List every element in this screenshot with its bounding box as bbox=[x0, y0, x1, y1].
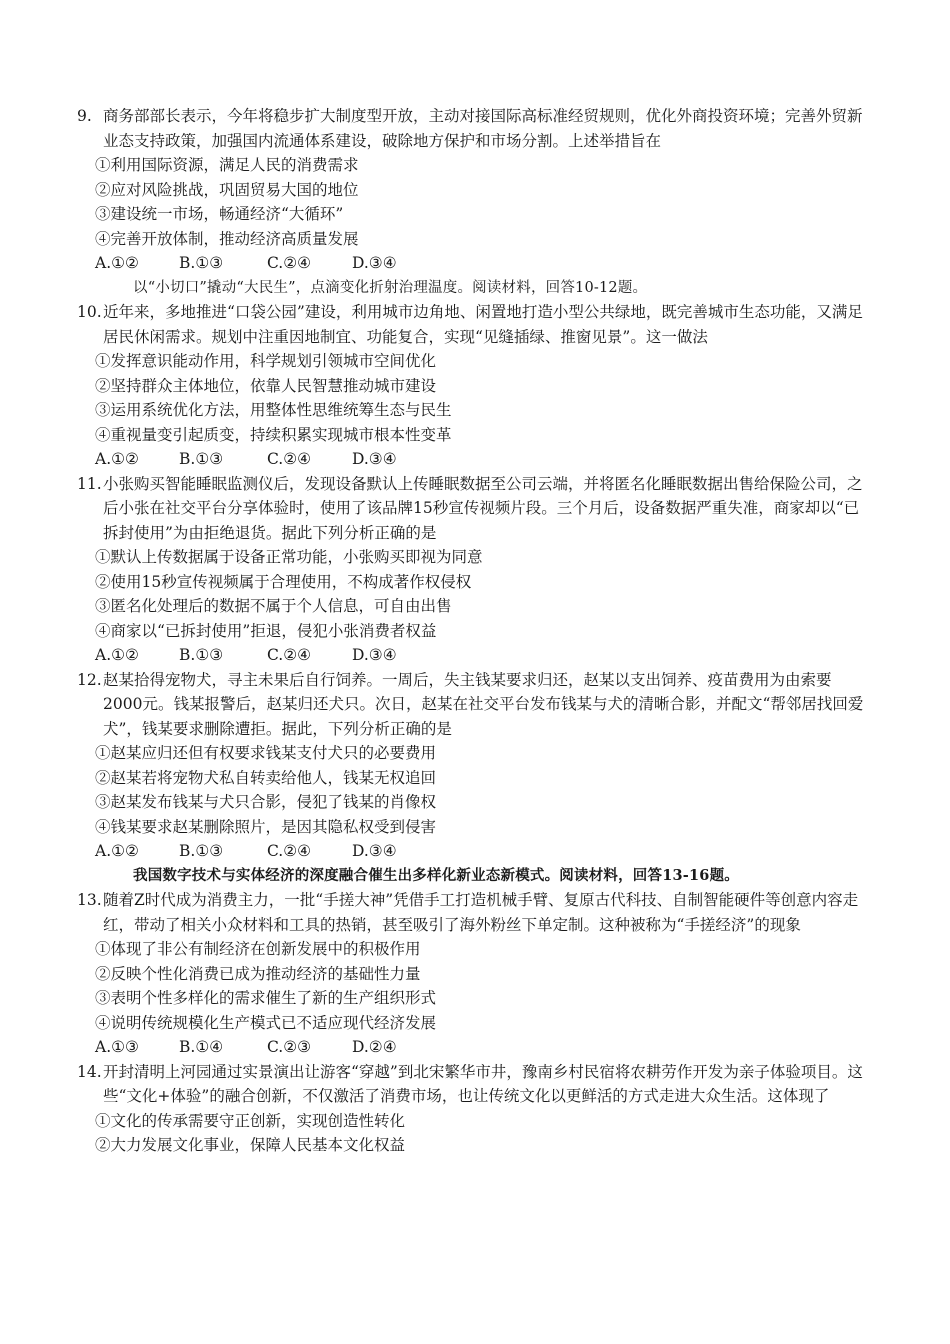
question-text: 小张购买智能睡眠监测仪后，发现设备默认上传睡眠数据至公司云端，并将匿名化睡眠数据出售给保险公司，之后小张在社交平台分享体验时，使用了该品牌15秒宣传视频片段。三个月后，设备数据严重失准，商家却以“已拆封使用”为由拒绝退货。据此下列分析正确的是 bbox=[103, 474, 863, 542]
choice-c: C.②④ bbox=[267, 254, 312, 272]
choice-d: D.③④ bbox=[352, 450, 397, 468]
choice-a: A.①② bbox=[95, 450, 139, 468]
question-stem bbox=[0, 1060, 950, 1109]
option-2: ②反映个性化消费已成为推动经济的基础性力量 bbox=[95, 964, 421, 983]
choice-c: C.②④ bbox=[267, 450, 312, 468]
option-1: ①体现了非公有制经济在创新发展中的积极作用 bbox=[95, 940, 421, 958]
option-1: ①利用国际资源，满足人民的消费需求 bbox=[95, 156, 359, 174]
choice-a: A.①② bbox=[95, 646, 139, 664]
option-1: ①默认上传数据属于设备正常功能，小张购买即视为同意 bbox=[95, 548, 483, 566]
question-number: 14. bbox=[77, 1062, 102, 1081]
choice-a: A.①② bbox=[95, 254, 139, 272]
question-number: 13. bbox=[77, 891, 102, 909]
answer-choices bbox=[0, 251, 950, 276]
question-text: 赵某拾得宠物犬，寻主未果后自行饲养。一周后，失主钱某要求归还，赵某以支出饲养、疫苗费用为由索要2000元。钱某报警后，赵某归还犬只。次日，赵某在社交平台发布钱某与犬的清晰合影，并配文“帮邻居找回爱犬”，钱某要求删除遭拒。据此，下列分析正确的是 bbox=[103, 670, 864, 738]
choice-b: B.①④ bbox=[179, 1038, 224, 1056]
option-3: ③建设统一市场，畅通经济“大循环” bbox=[95, 205, 344, 223]
option-3: ③表明个性多样化的需求催生了新的生产组织形式 bbox=[95, 989, 437, 1007]
option-2: ②坚持群众主体地位，依靠人民智慧推动城市建设 bbox=[95, 376, 437, 395]
question-number: 9. bbox=[77, 107, 92, 125]
option-4: ④说明传统规模化生产模式已不适应现代经济发展 bbox=[95, 1013, 437, 1032]
material-intro: 以“小切口”撬动“大民生”，点滴变化折射治理温度。阅读材料，回答10-12题。 bbox=[133, 279, 648, 296]
option-4: ④钱某要求赵某删除照片，是因其隐私权受到侵害 bbox=[95, 817, 437, 836]
choice-b: B.①③ bbox=[179, 646, 224, 664]
question-stem bbox=[0, 888, 950, 937]
question-stem bbox=[0, 472, 950, 546]
question-9 bbox=[0, 104, 950, 276]
question-text: 随着Z时代成为消费主力，一批“手搓大神”凭借手工打造机械手臂、复原古代科技、自制智能硬件等创意内容走红，带动了相关小众材料和工具的热销，甚至吸引了海外粉丝下单定制。这种被称为“手搓经济”的现象 bbox=[103, 891, 859, 934]
question-stem bbox=[0, 668, 950, 742]
question-stem bbox=[0, 104, 950, 153]
choice-d: D.②④ bbox=[352, 1038, 397, 1056]
option-1: ①文化的传承需要守正创新，实现创造性转化 bbox=[95, 1111, 406, 1130]
choice-a: A.①③ bbox=[95, 1038, 139, 1056]
question-10 bbox=[0, 300, 950, 472]
option-3: ③赵某发布钱某与犬只合影，侵犯了钱某的肖像权 bbox=[95, 793, 437, 811]
choice-c: C.②④ bbox=[267, 646, 312, 664]
option-2: ②赵某若将宠物犬私自转卖给他人，钱某无权追回 bbox=[95, 768, 437, 787]
choice-b: B.①③ bbox=[179, 450, 224, 468]
option-3: ③运用系统优化方法，用整体性思维统筹生态与民生 bbox=[95, 401, 452, 419]
question-text: 开封清明上河园通过实景演出让游客“穿越”到北宋繁华市井，豫南乡村民宿将农耕劳作开发为亲子体验项目。这些“文化+体验”的融合创新，不仅激活了消费市场，也让传统文化以更鲜活的方式走进大众生活。这体现了 bbox=[103, 1062, 863, 1105]
choice-a: A.①② bbox=[95, 842, 139, 860]
question-13 bbox=[0, 888, 950, 1060]
choice-d: D.③④ bbox=[352, 842, 397, 860]
option-4: ④重视量变引起质变，持续积累实现城市根本性变革 bbox=[95, 425, 452, 444]
question-list bbox=[0, 104, 950, 1158]
choice-c: C.②③ bbox=[267, 1038, 312, 1056]
choice-c: C.②④ bbox=[267, 842, 312, 860]
material-intro: 我国数字技术与实体经济的深度融合催生出多样化新业态新模式。阅读材料，回答13-16题。 bbox=[133, 866, 739, 884]
choice-d: D.③④ bbox=[352, 646, 397, 664]
question-12 bbox=[0, 668, 950, 864]
question-number: 11. bbox=[77, 474, 102, 493]
choice-d: D.③④ bbox=[352, 254, 397, 272]
choice-b: B.①③ bbox=[179, 842, 224, 860]
answer-choices bbox=[0, 1035, 950, 1060]
option-4: ④商家以“已拆封使用”拒退，侵犯小张消费者权益 bbox=[95, 621, 437, 640]
question-text: 商务部部长表示，今年将稳步扩大制度型开放，主动对接国际高标准经贸规则，优化外商投资环境；完善外贸新业态支持政策，加强国内流通体系建设，破除地方保护和市场分割。上述举措旨在 bbox=[103, 107, 863, 150]
question-11 bbox=[0, 472, 950, 668]
option-1: ①发挥意识能动作用，科学规划引领城市空间优化 bbox=[95, 352, 437, 370]
option-3: ③匿名化处理后的数据不属于个人信息，可自由出售 bbox=[95, 597, 452, 615]
answer-choices bbox=[0, 643, 950, 668]
question-text: 近年来，多地推进“口袋公园”建设，利用城市边角地、闲置地打造小型公共绿地，既完善城市生态功能，又满足居民休闲需求。规划中注重因地制宜、功能复合，实现“见缝插绿、推窗见景”。这一做法 bbox=[103, 303, 863, 346]
option-1: ①赵某应归还但有权要求钱某支付犬只的必要费用 bbox=[95, 744, 437, 762]
question-14 bbox=[0, 1060, 950, 1158]
answer-choices bbox=[0, 447, 950, 472]
option-4: ④完善开放体制，推动经济高质量发展 bbox=[95, 229, 359, 248]
option-2: ②应对风险挑战，巩固贸易大国的地位 bbox=[95, 180, 359, 199]
option-2: ②大力发展文化事业，保障人民基本文化权益 bbox=[95, 1136, 406, 1154]
question-number: 12. bbox=[77, 670, 102, 689]
option-2: ②使用15秒宣传视频属于合理使用，不构成著作权侵权 bbox=[95, 572, 472, 591]
choice-b: B.①③ bbox=[179, 254, 224, 272]
answer-choices bbox=[0, 839, 950, 864]
question-number: 10. bbox=[77, 303, 102, 321]
question-stem bbox=[0, 300, 950, 349]
